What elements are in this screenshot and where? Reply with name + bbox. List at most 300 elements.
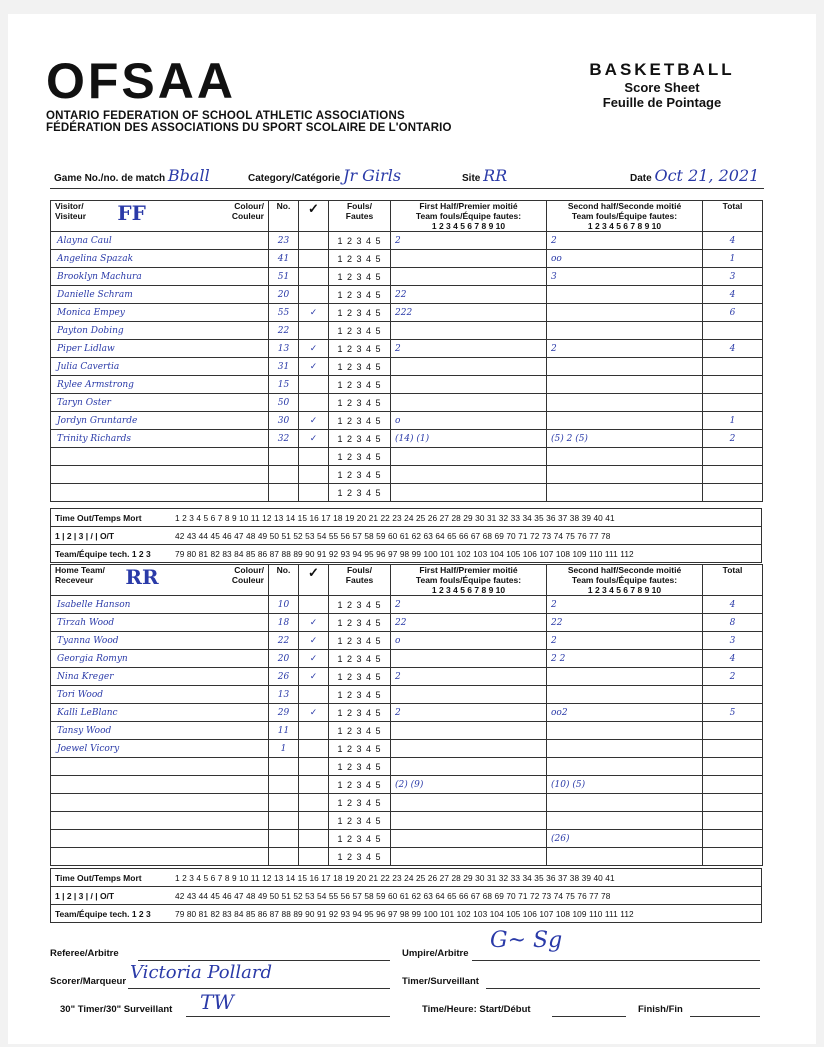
- second-half-points: 2: [547, 596, 703, 614]
- player-fouls: 1 2 3 4 5: [329, 704, 391, 722]
- home-timeout-nums-1: 1 2 3 4 5 6 7 8 9 10 11 12 13 14 15 16 17 18 19 20 21 22 23 24 25 26 27 28 29 30 31 32 33 34 35 36 37 38 39 40 41: [175, 872, 615, 883]
- player-row: [51, 268, 763, 286]
- player-fouls: 1 2 3 4 5: [329, 250, 391, 268]
- starter-check: [299, 776, 329, 794]
- home-timeout-row-1: [50, 868, 762, 887]
- player-name: Piper Lidlaw: [51, 340, 269, 358]
- player-total: [703, 812, 763, 830]
- player-number: 20: [269, 286, 299, 304]
- player-row: [51, 358, 763, 376]
- first-half-points: [391, 740, 547, 758]
- team-fouls-label-home: Team fouls/Équipe fautes:: [415, 575, 522, 585]
- player-number: 13: [269, 340, 299, 358]
- first-half-points: [391, 448, 547, 466]
- starter-check: ✓: [299, 614, 329, 632]
- starter-check: [299, 448, 329, 466]
- player-fouls: 1 2 3 4 5: [329, 776, 391, 794]
- player-total: [703, 830, 763, 848]
- category-label: Category/Catégorie: [248, 173, 341, 184]
- first-half-points: (2) (9): [391, 776, 547, 794]
- second-half-points: [547, 668, 703, 686]
- first-half-points: [391, 466, 547, 484]
- player-name: Brooklyn Machura: [51, 268, 269, 286]
- first-half-points: [391, 812, 547, 830]
- team-fouls-label-home-2: Team fouls/Équipe fautes:: [571, 575, 678, 585]
- player-row: [51, 614, 763, 632]
- player-total: [703, 794, 763, 812]
- team-fouls-nums-home-2: 1 2 3 4 5 6 7 8 9 10: [587, 585, 662, 595]
- player-number: 55: [269, 304, 299, 322]
- player-name: [51, 776, 269, 794]
- umpire-signature: G~ Sg: [490, 928, 563, 953]
- time-start-label: Time/Heure: Start/Début: [422, 1004, 531, 1015]
- second-half-points: [547, 686, 703, 704]
- first-half-points: [391, 686, 547, 704]
- player-row: [51, 704, 763, 722]
- player-fouls: 1 2 3 4 5: [329, 740, 391, 758]
- player-total: [703, 322, 763, 340]
- player-row: [51, 376, 763, 394]
- player-name: [51, 812, 269, 830]
- player-fouls: 1 2 3 4 5: [329, 304, 391, 322]
- umpire-label: Umpire/Arbitre: [402, 948, 469, 959]
- starter-check: ✓: [299, 358, 329, 376]
- timeout-nums-1: 1 2 3 4 5 6 7 8 9 10 11 12 13 14 15 16 17 18 19 20 21 22 23 24 25 26 27 28 29 30 31 32 33 34 35 36 37 38 39 40 41: [175, 512, 615, 523]
- player-fouls: 1 2 3 4 5: [329, 758, 391, 776]
- player-row: [51, 758, 763, 776]
- player-fouls: 1 2 3 4 5: [329, 340, 391, 358]
- first-half-points: o: [391, 412, 547, 430]
- home-ot-label: 1 | 2 | 3 | / | O/T: [55, 890, 115, 901]
- starter-check: [299, 466, 329, 484]
- visitor-table: [50, 200, 763, 502]
- starter-check: [299, 740, 329, 758]
- player-number: [269, 448, 299, 466]
- second-half-points: (5) 2 (5): [547, 430, 703, 448]
- team-fouls-nums-2: 1 2 3 4 5 6 7 8 9 10: [587, 221, 662, 231]
- second-half-points: 2 2: [547, 650, 703, 668]
- player-number: 50: [269, 394, 299, 412]
- player-name: [51, 466, 269, 484]
- player-name: Tyanna Wood: [51, 632, 269, 650]
- player-total: 2: [703, 430, 763, 448]
- second-half-points: 3: [547, 268, 703, 286]
- team-fouls-nums: 1 2 3 4 5 6 7 8 9 10: [431, 221, 506, 231]
- player-total: [703, 758, 763, 776]
- second-half-label: Second half/Seconde moitié: [567, 201, 682, 211]
- player-total: [703, 448, 763, 466]
- player-total: [703, 740, 763, 758]
- starter-check: [299, 268, 329, 286]
- player-number: [269, 484, 299, 502]
- timer30-label: 30" Timer/30" Surveillant: [60, 1004, 173, 1015]
- home-timeout-box: [50, 868, 762, 923]
- player-total: [703, 776, 763, 794]
- player-fouls: 1 2 3 4 5: [329, 322, 391, 340]
- second-half-points: [547, 812, 703, 830]
- player-fouls: 1 2 3 4 5: [329, 830, 391, 848]
- first-half-points: 22: [391, 614, 547, 632]
- second-half-points: [547, 394, 703, 412]
- home-team-name: RR: [125, 565, 159, 589]
- player-number: 18: [269, 614, 299, 632]
- player-number: 15: [269, 376, 299, 394]
- player-total: 4: [703, 340, 763, 358]
- player-total: [703, 484, 763, 502]
- starter-check: ✓: [299, 304, 329, 322]
- second-half-points: 2: [547, 632, 703, 650]
- ot-label: 1 | 2 | 3 | / | O/T: [55, 530, 115, 541]
- site-value: RR: [483, 166, 508, 185]
- player-name: Tansy Wood: [51, 722, 269, 740]
- player-name: Georgia Romyn: [51, 650, 269, 668]
- timeout-row-3: [50, 545, 762, 563]
- player-name: Tirzah Wood: [51, 614, 269, 632]
- referee-label: Referee/Arbitre: [50, 948, 119, 959]
- player-number: [269, 758, 299, 776]
- player-total: 5: [703, 704, 763, 722]
- second-half-points: 2: [547, 340, 703, 358]
- team-fouls-label-2: Team fouls/Équipe fautes:: [571, 211, 678, 221]
- org-name-fr: FÉDÉRATION DES ASSOCIATIONS DU SPORT SCOLAIRE DE L'ONTARIO: [46, 122, 452, 134]
- timer30-line: [186, 1016, 390, 1017]
- player-total: [703, 686, 763, 704]
- site: [462, 166, 507, 185]
- first-half-points: 2: [391, 704, 547, 722]
- player-total: 1: [703, 412, 763, 430]
- second-half-points: [547, 286, 703, 304]
- info-underline: [50, 188, 764, 189]
- player-total: 3: [703, 268, 763, 286]
- player-total: [703, 466, 763, 484]
- second-half-points: [547, 848, 703, 866]
- scorer-value: Victoria Pollard: [130, 962, 272, 983]
- player-number: 10: [269, 596, 299, 614]
- starter-check: ✓: [299, 412, 329, 430]
- first-half-points: 2: [391, 668, 547, 686]
- starter-check: [299, 794, 329, 812]
- player-number: [269, 794, 299, 812]
- player-row: [51, 722, 763, 740]
- player-fouls: 1 2 3 4 5: [329, 376, 391, 394]
- player-fouls: 1 2 3 4 5: [329, 484, 391, 502]
- category-value: Jr Girls: [343, 166, 402, 185]
- player-total: 4: [703, 650, 763, 668]
- starter-check: [299, 758, 329, 776]
- player-row: [51, 412, 763, 430]
- second-half-points: [547, 722, 703, 740]
- second-half-points: oo2: [547, 704, 703, 722]
- first-half-points: 2: [391, 596, 547, 614]
- second-half-points: [547, 322, 703, 340]
- second-half-header-home: [547, 565, 703, 596]
- second-half-points: 22: [547, 614, 703, 632]
- date-label: Date: [630, 173, 652, 184]
- check-header-home: ✓: [299, 565, 329, 596]
- player-number: 22: [269, 322, 299, 340]
- player-name: Nina Kreger: [51, 668, 269, 686]
- player-row: [51, 740, 763, 758]
- player-number: 29: [269, 704, 299, 722]
- player-name: Rylee Armstrong: [51, 376, 269, 394]
- first-half-points: [391, 722, 547, 740]
- player-number: 20: [269, 650, 299, 668]
- second-half-points: [547, 466, 703, 484]
- starter-check: [299, 322, 329, 340]
- player-name: [51, 830, 269, 848]
- player-row: [51, 394, 763, 412]
- player-name: [51, 794, 269, 812]
- first-half-points: [391, 848, 547, 866]
- player-number: [269, 830, 299, 848]
- second-half-points: oo: [547, 250, 703, 268]
- player-fouls: 1 2 3 4 5: [329, 848, 391, 866]
- second-half-header: [547, 201, 703, 232]
- first-half-points: [391, 394, 547, 412]
- home-table: [50, 564, 763, 866]
- player-row: [51, 250, 763, 268]
- starter-check: ✓: [299, 430, 329, 448]
- no-header-home: No.: [269, 565, 299, 596]
- sheet-title: [552, 60, 772, 110]
- timeout-nums-3: 79 80 81 82 83 84 85 86 87 88 89 90 91 92 93 94 95 96 97 98 99 100 101 102 103 104 105 106 107 108 109 110 111 112: [175, 548, 634, 559]
- player-fouls: 1 2 3 4 5: [329, 614, 391, 632]
- finish-label: Finish/Fin: [638, 1004, 683, 1015]
- player-fouls: 1 2 3 4 5: [329, 394, 391, 412]
- first-half-points: 2: [391, 232, 547, 250]
- player-fouls: 1 2 3 4 5: [329, 286, 391, 304]
- player-number: 26: [269, 668, 299, 686]
- team-fouls-nums-home: 1 2 3 4 5 6 7 8 9 10: [431, 585, 506, 595]
- player-total: [703, 848, 763, 866]
- starter-check: [299, 686, 329, 704]
- starter-check: [299, 812, 329, 830]
- starter-check: [299, 376, 329, 394]
- first-half-points: [391, 794, 547, 812]
- time-start-line: [552, 1016, 626, 1017]
- umpire-line: [472, 960, 760, 961]
- player-fouls: 1 2 3 4 5: [329, 794, 391, 812]
- player-name: Kalli LeBlanc: [51, 704, 269, 722]
- player-fouls: 1 2 3 4 5: [329, 466, 391, 484]
- logo-wordmark: OFSAA: [46, 53, 236, 109]
- player-fouls: 1 2 3 4 5: [329, 232, 391, 250]
- scorer-label: Scorer/Marqueur: [50, 976, 127, 987]
- timeout-label: Time Out/Temps Mort: [55, 512, 142, 523]
- player-row: [51, 668, 763, 686]
- team-fouls-label: Team fouls/Équipe fautes:: [415, 211, 522, 221]
- timeout-nums-2: 42 43 44 45 46 47 48 49 50 51 52 53 54 55 56 57 58 59 60 61 62 63 64 65 66 67 68 69 70 71 72 73 74 75 76 77 78: [175, 530, 611, 541]
- second-half-points: [547, 484, 703, 502]
- player-name: Tori Wood: [51, 686, 269, 704]
- player-fouls: 1 2 3 4 5: [329, 448, 391, 466]
- player-number: 13: [269, 686, 299, 704]
- first-half-points: [391, 376, 547, 394]
- org-name-en: ONTARIO FEDERATION OF SCHOOL ATHLETIC ASSOCIATIONS: [46, 110, 405, 122]
- starter-check: [299, 232, 329, 250]
- starter-check: [299, 394, 329, 412]
- player-fouls: 1 2 3 4 5: [329, 686, 391, 704]
- player-fouls: 1 2 3 4 5: [329, 668, 391, 686]
- player-total: [703, 376, 763, 394]
- second-half-points: [547, 376, 703, 394]
- player-fouls: 1 2 3 4 5: [329, 358, 391, 376]
- second-half-label-home: Second half/Seconde moitié: [567, 565, 682, 575]
- starter-check: [299, 250, 329, 268]
- starter-check: [299, 286, 329, 304]
- player-total: 4: [703, 596, 763, 614]
- player-row: [51, 650, 763, 668]
- player-row: [51, 304, 763, 322]
- player-number: 22: [269, 632, 299, 650]
- check-header: ✓: [299, 201, 329, 232]
- player-name: Julia Cavertia: [51, 358, 269, 376]
- player-row: [51, 830, 763, 848]
- home-timeout-nums-2: 42 43 44 45 46 47 48 49 50 51 52 53 54 55 56 57 58 59 60 61 62 63 64 65 66 67 68 69 70 71 72 73 74 75 76 77 78: [175, 890, 611, 901]
- player-row: [51, 776, 763, 794]
- timeout-row-1: [50, 508, 762, 527]
- starter-check: [299, 848, 329, 866]
- player-number: [269, 466, 299, 484]
- game-number: [54, 166, 210, 185]
- player-number: 31: [269, 358, 299, 376]
- timeout-row-2: [50, 527, 762, 545]
- starter-check: ✓: [299, 650, 329, 668]
- first-half-label: First Half/Premier moitié: [419, 201, 518, 211]
- player-row: [51, 848, 763, 866]
- player-name: Monica Empey: [51, 304, 269, 322]
- first-half-points: 22: [391, 286, 547, 304]
- player-number: [269, 848, 299, 866]
- date: [630, 166, 759, 185]
- player-number: [269, 812, 299, 830]
- home-label: Home Team/ Receveur: [55, 565, 105, 585]
- second-half-points: [547, 740, 703, 758]
- fouls-header: Fouls/ Fautes: [329, 201, 391, 232]
- player-number: 32: [269, 430, 299, 448]
- player-total: 8: [703, 614, 763, 632]
- first-half-header-home: [391, 565, 547, 596]
- player-name: Payton Dobing: [51, 322, 269, 340]
- player-total: 2: [703, 668, 763, 686]
- player-name: Joewel Vicory: [51, 740, 269, 758]
- second-half-points: (10) (5): [547, 776, 703, 794]
- player-total: [703, 394, 763, 412]
- fouls-header-home: Fouls/ Fautes: [329, 565, 391, 596]
- player-name: [51, 758, 269, 776]
- starter-check: [299, 830, 329, 848]
- sheet-title-en: Score Sheet: [624, 80, 700, 95]
- second-half-points: [547, 758, 703, 776]
- player-number: [269, 776, 299, 794]
- first-half-points: o: [391, 632, 547, 650]
- first-half-points: [391, 830, 547, 848]
- player-row: [51, 484, 763, 502]
- player-fouls: 1 2 3 4 5: [329, 412, 391, 430]
- ofsaa-logo: [46, 53, 452, 134]
- player-fouls: 1 2 3 4 5: [329, 596, 391, 614]
- timer-line: [486, 988, 760, 989]
- starter-check: ✓: [299, 668, 329, 686]
- visitor-header: [51, 201, 269, 232]
- player-row: [51, 448, 763, 466]
- player-number: 51: [269, 268, 299, 286]
- player-fouls: 1 2 3 4 5: [329, 650, 391, 668]
- player-total: 4: [703, 232, 763, 250]
- player-number: 30: [269, 412, 299, 430]
- starter-check: [299, 722, 329, 740]
- sport-title: BASKETBALL: [589, 60, 735, 79]
- starter-check: ✓: [299, 340, 329, 358]
- player-row: [51, 686, 763, 704]
- date-value: Oct 21, 2021: [654, 166, 760, 185]
- timer-label: Timer/Surveillant: [402, 976, 479, 987]
- player-fouls: 1 2 3 4 5: [329, 812, 391, 830]
- home-header: [51, 565, 269, 596]
- player-row: [51, 232, 763, 250]
- player-row: [51, 632, 763, 650]
- referee-line: [138, 960, 390, 961]
- home-timeout-nums-3: 79 80 81 82 83 84 85 86 87 88 89 90 91 92 93 94 95 96 97 98 99 100 101 102 103 104 105 106 107 108 109 110 111 112: [175, 908, 634, 919]
- player-name: Jordyn Gruntarde: [51, 412, 269, 430]
- home-timeout-row-3: [50, 905, 762, 923]
- player-number: 41: [269, 250, 299, 268]
- finish-line: [690, 1016, 760, 1017]
- first-half-header: [391, 201, 547, 232]
- player-total: 4: [703, 286, 763, 304]
- starter-check: ✓: [299, 632, 329, 650]
- first-half-points: [391, 650, 547, 668]
- starter-check: [299, 596, 329, 614]
- first-half-points: [391, 758, 547, 776]
- game-value: Bball: [167, 166, 210, 185]
- first-half-points: [391, 358, 547, 376]
- starter-check: [299, 484, 329, 502]
- player-total: 1: [703, 250, 763, 268]
- player-name: Isabelle Hanson: [51, 596, 269, 614]
- game-label: Game No./no. de match: [54, 173, 166, 184]
- player-fouls: 1 2 3 4 5: [329, 722, 391, 740]
- timer30-value: TW: [200, 990, 234, 1014]
- home-tech-label: Team/Équipe tech. 1 2 3: [55, 908, 151, 919]
- first-half-points: [391, 322, 547, 340]
- no-header: No.: [269, 201, 299, 232]
- first-half-points: 222: [391, 304, 547, 322]
- second-half-points: [547, 358, 703, 376]
- second-half-points: [547, 794, 703, 812]
- player-name: Trinity Richards: [51, 430, 269, 448]
- sheet-title-fr: Feuille de Pointage: [602, 95, 722, 110]
- site-label: Site: [462, 173, 481, 184]
- home-timeout-label: Time Out/Temps Mort: [55, 872, 142, 883]
- player-name: Alayna Caul: [51, 232, 269, 250]
- player-name: Taryn Oster: [51, 394, 269, 412]
- player-name: [51, 448, 269, 466]
- tech-label: Team/Équipe tech. 1 2 3: [55, 548, 151, 559]
- player-row: [51, 322, 763, 340]
- player-total: [703, 722, 763, 740]
- player-number: 23: [269, 232, 299, 250]
- player-row: [51, 430, 763, 448]
- player-number: 1: [269, 740, 299, 758]
- player-row: [51, 340, 763, 358]
- scorer-line: [128, 988, 390, 989]
- first-half-points: [391, 484, 547, 502]
- player-row: [51, 794, 763, 812]
- player-row: [51, 812, 763, 830]
- player-total: 6: [703, 304, 763, 322]
- player-row: [51, 286, 763, 304]
